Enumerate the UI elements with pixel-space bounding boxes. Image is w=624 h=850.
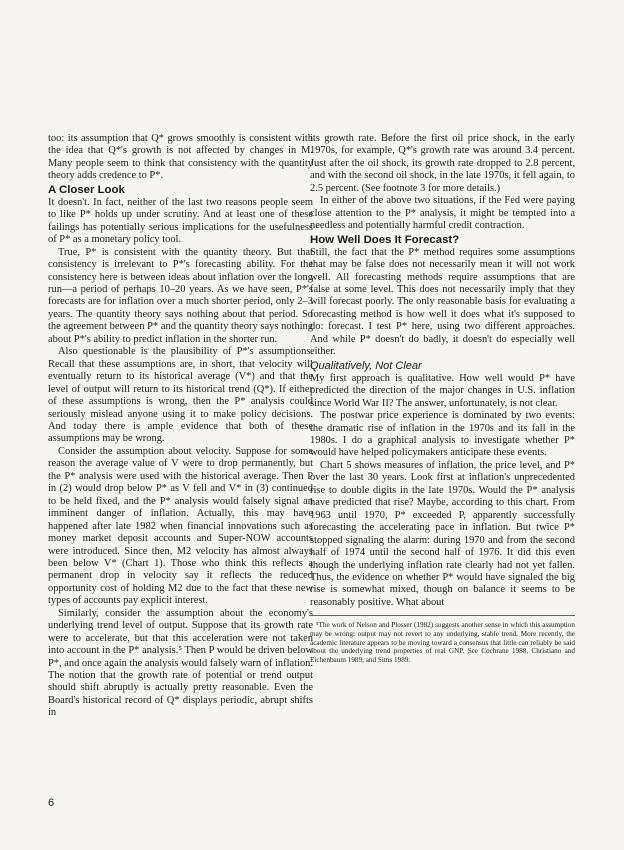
paragraph: In either of the above two situations, if the Fed were paying close attention to the P* analysis, it might be tempted into a needless and potentially harmful credit contraction. [310,195,575,232]
paragraph: Also questionable is the plausibility of P*'s assumptions. Recall that these assumptions are, in short, that velocity will eventually return to its historical average (V*) and that the level of output will return to its historical trend (Q*). If either of these assumptions is wrong, then the P* analysis could seriously mislead anyone using it to make policy decisions. And today there is ample evidence that both of these assumptions may be wrong. [48,346,313,445]
left-column [48,133,313,720]
paragraph: True, P* is consistent with the quantity theory. But that consistency is irrelevant to P*'s forecasting ability. For the consistency here is between ideas about inflation over the long run—a period of perhaps 10–20 years. As we have seen, P*'s forecasts are for inflation over a much shorter period, only 2–3 years. The quantity theory says nothing about that period. So the agreement between P* and the quantity theory says nothing about P*'s ability to predict inflation in the shorter run. [48,246,313,345]
paragraph: Similarly, consider the assumption about the economy's underlying trend level of output. Suppose that its growth rate were to accelerate, but that this acceleration were not taken into account in the P* analysis.⁵ Then P would be driven below P*, and once again the analysis would falsely warn of inflation. The notion that the growth rate of potential or trend output should shift abruptly is actually pretty reasonable. Even the Board's historical record of Q* displays periodic, abrupt shifts in [48,607,313,719]
footnote-divider [310,615,575,616]
paragraph-intro: too: its assumption that Q* grows smoothly is consistent with the idea that Q*'s growth is not affected by changes in M. Many people seem to think that consistency with the quantity theory adds credence to P*. [48,133,313,182]
paragraph: Chart 5 shows measures of inflation, the price level, and P* over the last 30 years. Look first at inflation's unprecedented rise to double digits in the late 1970s. Would the P* analysis have predicted that rise? Maybe, according to this chart. From 1963 until 1970, P* exceeded P, apparently successfully forecasting the accelerating pace in inflation. But twice P* stopped signaling the alarm: during 1970 and from the second half of 1974 until the second half of 1976. It did this even though the underlying inflation rate clearly had not yet fallen. Thus, the evidence on whether P* would have signaled the big rise is somewhat mixed, though on balance it seems to be reasonably positive. What about [310,459,575,608]
paragraph: The postwar price experience is dominated by two events: the dramatic rise of inflation in the 1970s and its fall in the 1980s. I do a graphical analysis to investigate whether P* would have helped policymakers anticipate these events. [310,410,575,459]
subsection-heading-qualitative: Qualitatively, Not Clear [310,359,422,372]
page-number: 6 [48,797,55,809]
paragraph: its growth rate. Before the first oil price shock, in the early 1970s, for example, Q*'s growth rate was around 3.4 percent. Just after the oil shock, its growth rate dropped to 2.8 percent, and with the second oil shock, in the late 1970s, it fell again, to 2.5 percent. (See footnote 3 for more details.) [310,133,575,194]
paragraph: It doesn't. In fact, neither of the last two reasons people seem to like P* holds up under scrutiny. And at least one of these failings has potentially serious implications for the usefulness of P* as a monetary policy tool. [48,196,313,246]
section-heading-forecast: How Well Does It Forecast? [310,233,460,246]
paragraph: My first approach is qualitative. How well would P* have predicted the direction of the major changes in U.S. inflation since World War II? The answer, unfortunately, is not clear. [310,372,575,409]
paragraph: Still, the fact that the P* method requires some assumptions that may be false does not necessarily mean it will not work well. All forecasting methods require assumptions that are false at some level. This does not necessarily imply that they will forecast poorly. The only reasonable basis for evaluating a forecasting method is how well it does what it's supposed to do: forecast. I test P* here, using two different approaches. And while P* doesn't do badly, it doesn't do especially well either. [310,246,575,358]
section-heading-closer-look: A Closer Look [48,183,125,196]
paragraph: Consider the assumption about velocity. Suppose for some reason the average value of V were to drop permanently, but the P* analysis were used with the historical average. Then P in (2) would drop below P* as V fell and V* in (3) continued to be held fixed, and the P* analysis would falsely signal an imminent danger of inflation. Actually, this may have happened after late 1982 when financial innovations such as money market deposit accounts and Super-NOW accounts were introduced. Since then, M2 velocity has almost always been below V* (Chart 1). Those who think this reflects a permanent drop in velocity say it reflects the reduced opportunity cost of holding M2 due to the fact that these new types of accounts pay explicit interest. [48,445,313,607]
footnote: ⁵The work of Nelson and Plosser (1982) suggests another sense in which this assumption may be wrong: output may not revert to any underlying, stable trend. More recently, the academic literature appears to be moving toward a consensus that little can reliably be said about the underlying trend properties of real GNP. See Cochrane 1988, Christiano and Eichenbaum 1989, and Sims 1989. [310,621,575,665]
right-column [310,133,575,665]
